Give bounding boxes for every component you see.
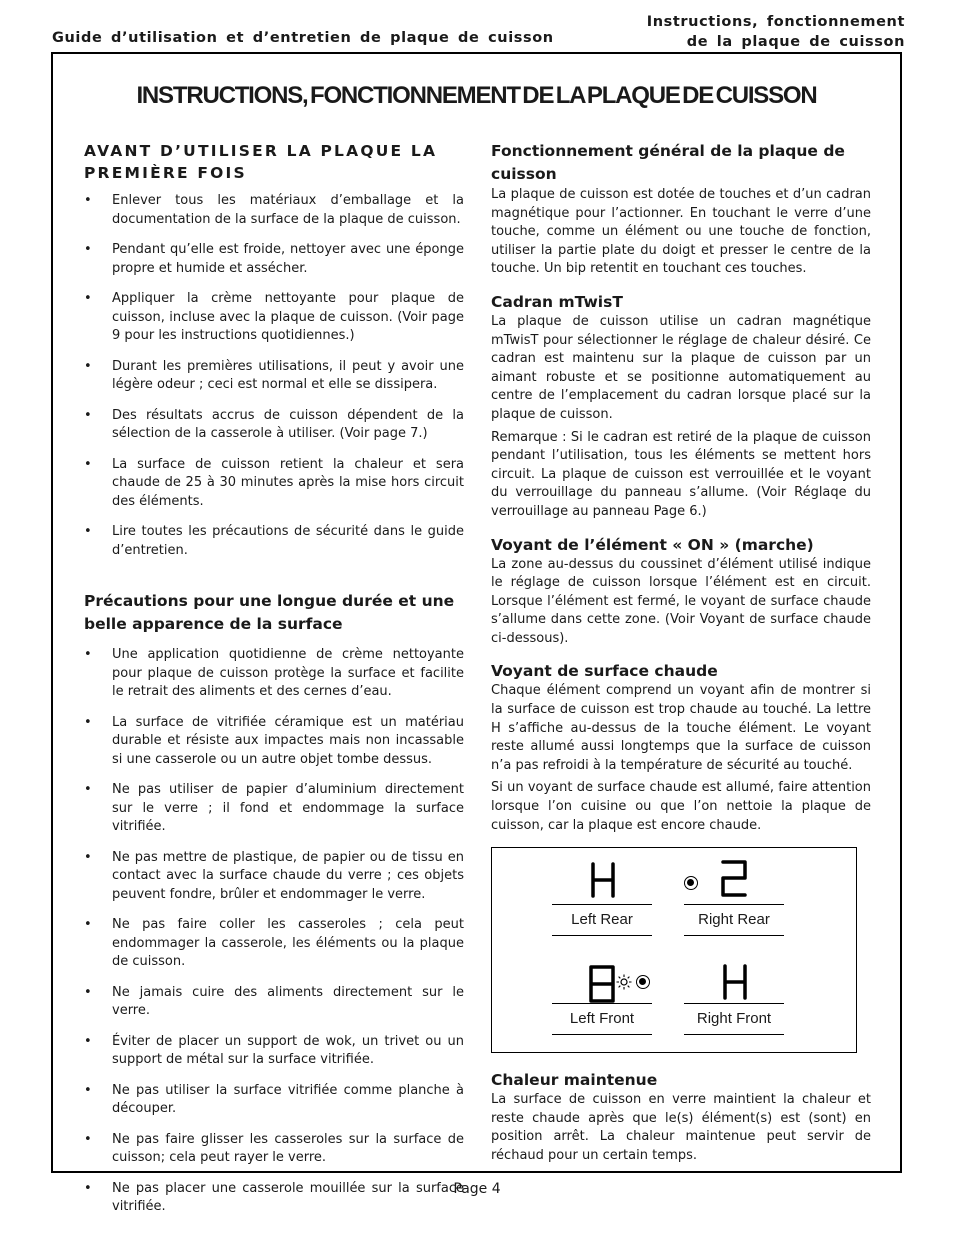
list-item: • Pendant qu’elle est froide, nettoyer avec une éponge propre et humide et assécher. <box>84 242 464 276</box>
section-general-operation-title: Fonctionnement général de la plaque de cuisson <box>491 142 845 183</box>
indicator-dot-icon <box>636 975 650 989</box>
list-item: • Ne pas utiliser de papier d’aluminium directement sur le verre ; il fond et endommage la surface vitrifiée. <box>84 782 464 834</box>
list-item: • Une application quotidienne de crème nettoyante pour plaque de cuisson protège la surface et facilite le retrait des aliments et des cernes d’eau. <box>84 647 464 699</box>
hot-surface-text-2: Si un voyant de surface chaude est allumé, faire attention lorsque l’on cuisine ou que l’on nettoie la plaque de cuisson, car la plaque est encore chaude. <box>491 780 871 833</box>
list-item: • Ne pas mettre de plastique, de papier ou de tissu en contact avec la surface chaude du verre ; ces objets peuvent fondre, brûler et endommager le verre. <box>84 849 464 902</box>
sun-icon <box>616 974 632 990</box>
list-item: • Ne pas utiliser la surface vitrifiée comme planche à découper. <box>84 1082 464 1116</box>
section-retained-heat-title: Chaleur maintenue <box>491 1071 658 1090</box>
retained-heat-text: La surface de cuisson en verre maintient la chaleur et reste chaude après que le(s) élément(s) est (sont) en position arrêt. La chaleur maintenue peut servir de réchaud pour un certain temps. <box>491 1092 871 1163</box>
right-front-digit-h <box>722 964 748 1000</box>
list-item: • Durant les premières utilisations, il peut y avoir une légère odeur ; ceci est normal et elle se dissipera. <box>84 358 464 392</box>
right-rear-digit-2 <box>720 858 748 898</box>
header-section-line1: Instructions, fonctionnement <box>646 14 905 30</box>
list-item: • Enlever tous les matériaux d’emballage et la documentation de la surface de la plaque de cuisson. <box>84 193 464 227</box>
page-title: INSTRUCTIONS, FONCTIONNEMENT DE LA PLAQUE DE CUISSON <box>136 82 817 109</box>
element-on-text: La zone au-dessus du coussinet d’élément utilisé indique le réglage de cuisson lorsque l’élément est en circuit. Lorsque l’élément est fermé, le voyant de surface chaude s’allume dans cette zone. (Voir Voyant de surface chaude ci-dessous). <box>491 556 871 646</box>
mtwist-text-1: La plaque de cuisson utilise un cadran magnétique mTwisT pour sélectionner le réglage de chaleur désiré. Ce cadran est maintenu sur la plaque de cuisson par un aimant robuste et se positionne automatiquement au centre de l’emplacement du cadran lorsque placé sur la plaque de cuisson. <box>491 313 871 422</box>
left-rear-label: Left Rear <box>552 904 652 936</box>
list-item: • Ne pas faire glisser les casseroles sur la surface de cuisson; cela peut rayer le verre. <box>84 1131 464 1165</box>
left-column <box>84 140 464 1229</box>
general-operation-text: La plaque de cuisson est dotée de touches et d’un cadran magnétique pour l’actionner. En touchant le verre d’une touche, comme un élément ou une touche de fonction, utiliser la partie plate du doigt et presser le centre de la touche. Un bip retentit en touchant ces touches. <box>491 187 871 277</box>
header-guide-title: Guide d’utilisation et d’entretien de plaque de cuisson <box>52 30 554 46</box>
list-item: • Ne pas placer une casserole mouillée sur la surface vitrifiée. <box>84 1180 464 1214</box>
right-column <box>491 140 871 1170</box>
indicator-dot-icon <box>684 876 698 890</box>
page-number: Page 4 <box>453 1181 501 1197</box>
section-element-on-title: Voyant de l’élément « ON » (marche) <box>491 535 814 554</box>
section-hot-surface-title: Voyant de surface chaude <box>491 662 718 681</box>
header-section-title <box>647 12 905 52</box>
before-first-use-list <box>84 192 464 560</box>
list-item: • Ne pas faire coller les casseroles ; cela peut endommager la casserole, les éléments ou la plaque de cuisson. <box>84 917 464 969</box>
list-item: • La surface de vitrifiée céramique est un matériau durable et résiste aux impactes mais non incassable si une casserole ou un autre objet tombe dessus. <box>84 714 464 767</box>
list-item: • Des résultats accrus de cuisson dépendent de la sélection de la casserole à utiliser. (Voir page 7.) <box>84 407 464 441</box>
section-mtwist-title: Cadran mTwisT <box>491 292 623 311</box>
hot-surface-text-1: Chaque élément comprend un voyant afin de montrer si la surface de cuisson est trop chaude au touché. La lettre H s’affiche au-dessus de la touche élément. Le voyant reste allumé aussi longtemps que la surface de cuisson n’a pas refroidi à la température de sécurité au touché. <box>491 683 871 773</box>
list-item: • Appliquer la crème nettoyante pour plaque de cuisson, incluse avec la plaque de cuisson. (Voir page 9 pour les instructions quotidiennes.) <box>84 291 464 343</box>
section-precautions-title: Précautions pour une longue durée et une belle apparence de la surface <box>84 592 455 633</box>
mtwist-text-2: Remarque : Si le cadran est retiré de la plaque de cuisson pendant l’utilisation, tous les éléments se mettent hors circuit. La plaque de cuisson est verrouillée et le voyant du verrouillage du panneau s’allume. (Voir Réglaqe du verrouillage au panneau Page 6.) <box>491 429 871 519</box>
list-item: • La surface de cuisson retient la chaleur et sera chaude de 25 à 30 minutes après la mise hors circuit des éléments. <box>84 456 464 509</box>
right-front-label: Right Front <box>684 1003 784 1035</box>
list-item: • Ne jamais cuire des aliments directement sur le verre. <box>84 984 464 1018</box>
left-front-label: Left Front <box>552 1003 652 1035</box>
list-item: • Éviter de placer un support de wok, un trivet ou un support de métal sur la surface vitrifiée. <box>84 1033 464 1067</box>
list-item: • Lire toutes les précautions de sécurité dans le guide d’entretien. <box>84 524 464 558</box>
right-rear-label: Right Rear <box>684 904 784 936</box>
left-front-digit-8 <box>588 964 616 1004</box>
section-before-first-use-title: AVANT D’UTILISER LA PLAQUE LA PREMIÈRE FOIS <box>84 142 438 182</box>
left-rear-digit-h <box>590 862 616 898</box>
header-section-line2: de la plaque de cuisson <box>686 34 905 50</box>
cooktop-display-diagram <box>491 847 857 1053</box>
precautions-list <box>84 646 464 1217</box>
